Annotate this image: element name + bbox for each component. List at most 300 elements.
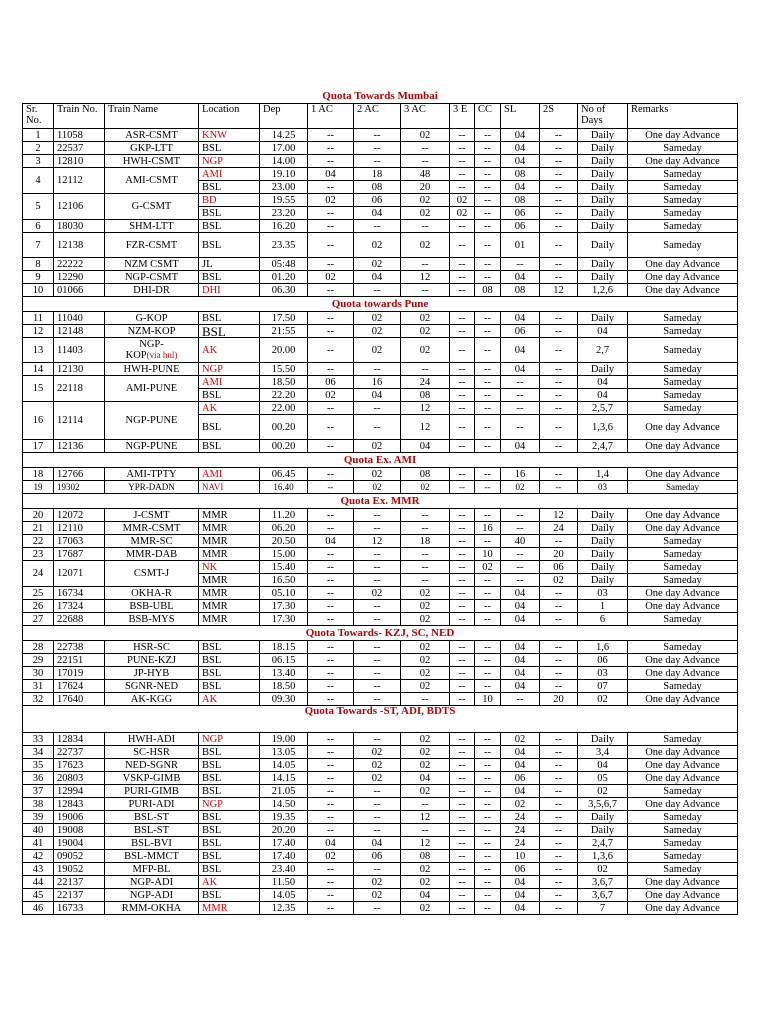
table-cell: --	[475, 902, 501, 915]
table-cell: 06	[501, 220, 540, 233]
table-cell: Sameday	[628, 824, 738, 837]
table-cell: --	[540, 194, 578, 207]
table-cell: --	[475, 785, 501, 798]
table-row	[23, 772, 738, 785]
table-cell: --	[308, 587, 354, 600]
table-cell: --	[450, 481, 475, 494]
table-cell: One day Advance	[628, 468, 738, 481]
table-cell: 3,6,7	[578, 889, 628, 902]
header-cell: Location	[199, 104, 260, 129]
table-cell: VSKP-GIMB	[105, 772, 199, 785]
table-cell: 08	[401, 850, 450, 863]
table-cell: --	[540, 271, 578, 284]
table-cell: 12110	[54, 522, 105, 535]
table-cell: --	[450, 811, 475, 824]
table-cell: --	[308, 207, 354, 220]
table-cell: 04	[401, 889, 450, 902]
table-cell: 02	[401, 654, 450, 667]
table-cell: 06	[578, 654, 628, 667]
table-cell: 03	[578, 667, 628, 680]
table-cell: 27	[23, 613, 54, 626]
table-cell: Daily	[578, 181, 628, 194]
table-cell: --	[450, 363, 475, 376]
table-cell: 12834	[54, 733, 105, 746]
table-cell: 02	[450, 207, 475, 220]
table-cell: Daily	[578, 168, 628, 181]
table-cell: 02	[450, 194, 475, 207]
table-cell: --	[475, 759, 501, 772]
table-cell: One day Advance	[628, 284, 738, 297]
table-cell: Daily	[578, 233, 628, 258]
table-cell: 6	[578, 613, 628, 626]
table-cell: One day Advance	[628, 155, 738, 168]
table-cell: --	[308, 902, 354, 915]
table-cell: --	[354, 667, 401, 680]
table-cell: 22222	[54, 258, 105, 271]
table-cell: MMR-DAB	[105, 548, 199, 561]
table-cell: 43	[23, 863, 54, 876]
table-cell: 17.40	[260, 837, 308, 850]
table-cell: BSL	[199, 389, 260, 402]
table-cell: 04	[501, 440, 540, 453]
table-row	[23, 522, 738, 535]
table-cell: 04	[501, 142, 540, 155]
table-cell: 24	[401, 376, 450, 389]
table-cell: --	[450, 654, 475, 667]
table-cell: 04	[308, 535, 354, 548]
table-cell: --	[354, 548, 401, 561]
table-row	[23, 481, 738, 494]
table-cell: BSB-UBL	[105, 600, 199, 613]
table-cell: 02	[401, 746, 450, 759]
table-cell: 16	[23, 402, 54, 440]
table-cell: 38	[23, 798, 54, 811]
table-cell: 04	[501, 338, 540, 363]
table-row	[23, 233, 738, 258]
table-cell: --	[475, 850, 501, 863]
table-cell: 18.50	[260, 376, 308, 389]
table-cell: 02	[401, 641, 450, 654]
table-cell: 20	[401, 181, 450, 194]
table-cell: --	[308, 693, 354, 706]
table-cell: 01066	[54, 284, 105, 297]
table-cell: --	[475, 680, 501, 693]
table-row	[23, 759, 738, 772]
table-cell: 02	[401, 233, 450, 258]
table-cell: 04	[501, 312, 540, 325]
table-cell: NZM CSMT	[105, 258, 199, 271]
table-cell: 06.45	[260, 468, 308, 481]
table-cell: 04	[501, 155, 540, 168]
table-cell: BSL	[199, 772, 260, 785]
table-cell: --	[354, 693, 401, 706]
table-row	[23, 129, 738, 142]
table-cell: 02	[354, 481, 401, 494]
table-cell: --	[540, 654, 578, 667]
table-cell: BSL	[199, 889, 260, 902]
table-row	[23, 338, 738, 363]
table-cell: AMI	[199, 376, 260, 389]
table-cell: NGP-PUNE	[105, 402, 199, 440]
table-cell: 19008	[54, 824, 105, 837]
table-cell: --	[450, 613, 475, 626]
table-cell: --	[354, 641, 401, 654]
table-cell: Daily	[578, 509, 628, 522]
table-cell: 19.10	[260, 168, 308, 181]
table-cell: 40	[23, 824, 54, 837]
table-cell: 19.35	[260, 811, 308, 824]
table-cell: MFP-BL	[105, 863, 199, 876]
table-cell: --	[540, 876, 578, 889]
table-cell: ASR-CSMT	[105, 129, 199, 142]
table-cell: BSL	[199, 824, 260, 837]
table-cell: NZM-KOP	[105, 325, 199, 338]
table-cell: --	[540, 811, 578, 824]
table-cell: --	[308, 798, 354, 811]
table-cell: 15.40	[260, 561, 308, 574]
table-cell: --	[450, 168, 475, 181]
table-cell: --	[450, 850, 475, 863]
table-cell: Daily	[578, 142, 628, 155]
table-cell: 17.30	[260, 613, 308, 626]
table-cell: 24	[540, 522, 578, 535]
table-cell: 05	[578, 772, 628, 785]
table-cell: SGNR-NED	[105, 680, 199, 693]
table-cell: 18.15	[260, 641, 308, 654]
table-cell: BSL	[199, 220, 260, 233]
table-cell: --	[540, 535, 578, 548]
table-cell: --	[354, 600, 401, 613]
table-cell: --	[475, 654, 501, 667]
table-cell: --	[475, 641, 501, 654]
table-cell: --	[501, 561, 540, 574]
table-cell: One day Advance	[628, 902, 738, 915]
table-cell: --	[450, 785, 475, 798]
table-cell: NED-SGNR	[105, 759, 199, 772]
table-cell: 04	[354, 271, 401, 284]
table-cell: --	[308, 284, 354, 297]
table-cell: --	[308, 641, 354, 654]
table-cell: AK-KGG	[105, 693, 199, 706]
table-cell: 1,4	[578, 468, 628, 481]
table-cell: NGP-PUNE	[105, 440, 199, 453]
header-cell: Dep	[260, 104, 308, 129]
table-cell: --	[450, 641, 475, 654]
header-cell: No of Days	[578, 104, 628, 129]
table-cell: --	[401, 693, 450, 706]
table-cell: Daily	[578, 535, 628, 548]
table-cell: --	[475, 613, 501, 626]
table-cell: 00.20	[260, 415, 308, 440]
table-cell: --	[475, 168, 501, 181]
table-cell: 02	[401, 785, 450, 798]
table-cell: --	[308, 155, 354, 168]
table-cell: --	[354, 654, 401, 667]
table-cell: --	[475, 837, 501, 850]
table-cell: Sameday	[628, 220, 738, 233]
table-cell: 25	[23, 587, 54, 600]
header-cell: CC	[475, 104, 501, 129]
table-cell: --	[540, 785, 578, 798]
table-cell: --	[540, 680, 578, 693]
table-cell: G-KOP	[105, 312, 199, 325]
table-cell: AMI-PUNE	[105, 376, 199, 402]
table-cell: 08	[501, 284, 540, 297]
table-cell: --	[540, 168, 578, 181]
table-cell: 16734	[54, 587, 105, 600]
table-cell: 39	[23, 811, 54, 824]
table-cell: 16.20	[260, 220, 308, 233]
table-cell: GKP-LTT	[105, 142, 199, 155]
table-cell: MMR	[199, 548, 260, 561]
table-cell: 30	[23, 667, 54, 680]
table-cell: 00.20	[260, 440, 308, 453]
table-cell: --	[540, 837, 578, 850]
table-cell: --	[501, 415, 540, 440]
table-cell: HWH-ADI	[105, 733, 199, 746]
table-cell: --	[450, 876, 475, 889]
table-cell: 04	[401, 772, 450, 785]
table-cell: 18	[354, 168, 401, 181]
table-row	[23, 587, 738, 600]
table-cell: 04	[308, 837, 354, 850]
table-cell: 36	[23, 772, 54, 785]
table-cell: --	[540, 850, 578, 863]
table-cell: BSL	[199, 850, 260, 863]
table-cell: 17.40	[260, 850, 308, 863]
table-cell: JP-HYB	[105, 667, 199, 680]
table-cell: 04	[578, 376, 628, 389]
table-cell: MMR-SC	[105, 535, 199, 548]
table-cell: 02	[354, 587, 401, 600]
table-cell: --	[308, 129, 354, 142]
table-cell: One day Advance	[628, 876, 738, 889]
table-cell: --	[475, 535, 501, 548]
table-cell: Sameday	[628, 389, 738, 402]
table-cell: --	[540, 129, 578, 142]
table-cell: --	[354, 155, 401, 168]
table-cell: One day Advance	[628, 654, 738, 667]
table-row	[23, 811, 738, 824]
table-cell: 08	[501, 168, 540, 181]
table-cell: 37	[23, 785, 54, 798]
table-cell: Daily	[578, 824, 628, 837]
table-cell: 02	[354, 772, 401, 785]
table-cell: --	[475, 468, 501, 481]
table-cell: One day Advance	[628, 440, 738, 453]
table-cell: --	[501, 509, 540, 522]
table-cell: 23.35	[260, 233, 308, 258]
table-cell: --	[308, 889, 354, 902]
table-row	[23, 376, 738, 389]
table-cell: 19006	[54, 811, 105, 824]
header-cell: 3 AC	[401, 104, 450, 129]
table-cell: 13	[23, 338, 54, 363]
table-cell: --	[450, 587, 475, 600]
table-cell: --	[475, 207, 501, 220]
table-cell: 04	[501, 363, 540, 376]
table-cell: --	[450, 667, 475, 680]
table-cell: --	[354, 522, 401, 535]
table-cell: Daily	[578, 363, 628, 376]
table-cell: NGP-ADI	[105, 876, 199, 889]
table-cell: One day Advance	[628, 693, 738, 706]
section-title: Quota Ex. AMI	[23, 453, 738, 468]
table-cell: 04	[501, 785, 540, 798]
table-cell: 02	[578, 693, 628, 706]
table-cell: --	[540, 772, 578, 785]
table-cell: 01	[501, 233, 540, 258]
table-cell: --	[475, 772, 501, 785]
table-row	[23, 824, 738, 837]
table-cell: 14.15	[260, 772, 308, 785]
table-row	[23, 312, 738, 325]
table-cell: BSL	[199, 667, 260, 680]
table-cell: BSL	[199, 181, 260, 194]
table-cell: AK	[199, 693, 260, 706]
table-cell: 15.50	[260, 363, 308, 376]
table-cell: Sameday	[628, 574, 738, 587]
table-cell: Sameday	[628, 325, 738, 338]
table-cell: --	[308, 613, 354, 626]
train-name-line: NGP-	[139, 339, 164, 350]
table-cell: 16.40	[260, 481, 308, 494]
table-cell: 10	[501, 850, 540, 863]
table-cell: --	[450, 535, 475, 548]
section-row	[23, 453, 738, 468]
table-cell: 06	[354, 194, 401, 207]
section-row	[23, 494, 738, 509]
table-cell: --	[475, 271, 501, 284]
table-cell: 48	[401, 168, 450, 181]
table-cell: 8	[23, 258, 54, 271]
table-cell: 22137	[54, 876, 105, 889]
table-cell: NK	[199, 561, 260, 574]
table-cell: --	[401, 574, 450, 587]
table-cell: 16	[354, 376, 401, 389]
table-cell: 24	[501, 811, 540, 824]
table-cell: Daily	[578, 155, 628, 168]
table-cell: --	[354, 509, 401, 522]
table-cell: 04	[501, 600, 540, 613]
table-cell: 21:55	[260, 325, 308, 338]
table-cell: --	[450, 284, 475, 297]
table-cell: 02	[501, 733, 540, 746]
table-cell: 06.15	[260, 654, 308, 667]
table-cell: 02	[401, 338, 450, 363]
table-cell: 12	[23, 325, 54, 338]
table-cell: 14.05	[260, 889, 308, 902]
header-cell: 2S	[540, 104, 578, 129]
table-cell: 02	[401, 613, 450, 626]
table-cell: 11	[23, 312, 54, 325]
section-row	[23, 297, 738, 312]
table-cell: --	[401, 824, 450, 837]
table-cell: --	[401, 548, 450, 561]
table-cell: 04	[308, 168, 354, 181]
table-row	[23, 440, 738, 453]
table-cell: 02	[401, 667, 450, 680]
table-cell: BSL	[199, 440, 260, 453]
table-cell: 19302	[54, 481, 105, 494]
table-cell: --	[540, 181, 578, 194]
table-cell: --	[540, 613, 578, 626]
table-cell: 02	[401, 733, 450, 746]
table-cell: 12148	[54, 325, 105, 338]
table-cell: --	[401, 798, 450, 811]
table-cell: --	[308, 876, 354, 889]
table-cell: --	[308, 574, 354, 587]
table-cell: 02	[401, 325, 450, 338]
table-cell: --	[450, 680, 475, 693]
table-cell: 12	[401, 402, 450, 415]
table-cell: HWH-PUNE	[105, 363, 199, 376]
table-cell: Sameday	[628, 680, 738, 693]
table-cell: Sameday	[628, 613, 738, 626]
header-cell: 3 E	[450, 104, 475, 129]
table-cell: 04	[501, 613, 540, 626]
train-name-part: KOP	[125, 350, 147, 361]
table-cell: 02	[401, 587, 450, 600]
table-row	[23, 798, 738, 811]
table-cell: 12	[401, 271, 450, 284]
table-cell: 6	[23, 220, 54, 233]
table-cell: --	[450, 155, 475, 168]
table-cell: 20	[23, 509, 54, 522]
table-cell: --	[401, 363, 450, 376]
table-cell: 08	[501, 194, 540, 207]
table-cell: 24	[501, 824, 540, 837]
section-row	[23, 706, 738, 733]
table-cell: BSL	[199, 233, 260, 258]
table-cell: --	[450, 129, 475, 142]
table-cell: MMR	[199, 613, 260, 626]
table-cell: 04	[501, 876, 540, 889]
table-cell: --	[450, 220, 475, 233]
table-cell: --	[540, 798, 578, 811]
table-cell: 02	[401, 129, 450, 142]
table-cell: 33	[23, 733, 54, 746]
table-cell: --	[450, 389, 475, 402]
table-cell: --	[475, 509, 501, 522]
table-cell: Daily	[578, 574, 628, 587]
table-cell: BSL	[199, 325, 260, 338]
table-cell: NGP-ADI	[105, 889, 199, 902]
table-cell: --	[308, 561, 354, 574]
table-cell: 04	[501, 759, 540, 772]
table-cell: BSL	[199, 312, 260, 325]
table-cell: 12071	[54, 561, 105, 587]
table-cell: 19.55	[260, 194, 308, 207]
table-cell: 26	[23, 600, 54, 613]
table-cell: --	[401, 142, 450, 155]
table-cell: --	[540, 415, 578, 440]
table-cell: 20803	[54, 772, 105, 785]
table-cell: --	[475, 667, 501, 680]
table-cell: --	[354, 798, 401, 811]
table-cell: --	[540, 338, 578, 363]
table-cell: --	[308, 509, 354, 522]
table-cell: --	[308, 733, 354, 746]
table-cell: 32	[23, 693, 54, 706]
table-cell: BSL	[199, 785, 260, 798]
table-cell: SHM-LTT	[105, 220, 199, 233]
table-cell: --	[540, 312, 578, 325]
table-cell: --	[475, 142, 501, 155]
table-cell: 08	[401, 389, 450, 402]
table-cell: --	[450, 142, 475, 155]
table-cell: --	[450, 889, 475, 902]
